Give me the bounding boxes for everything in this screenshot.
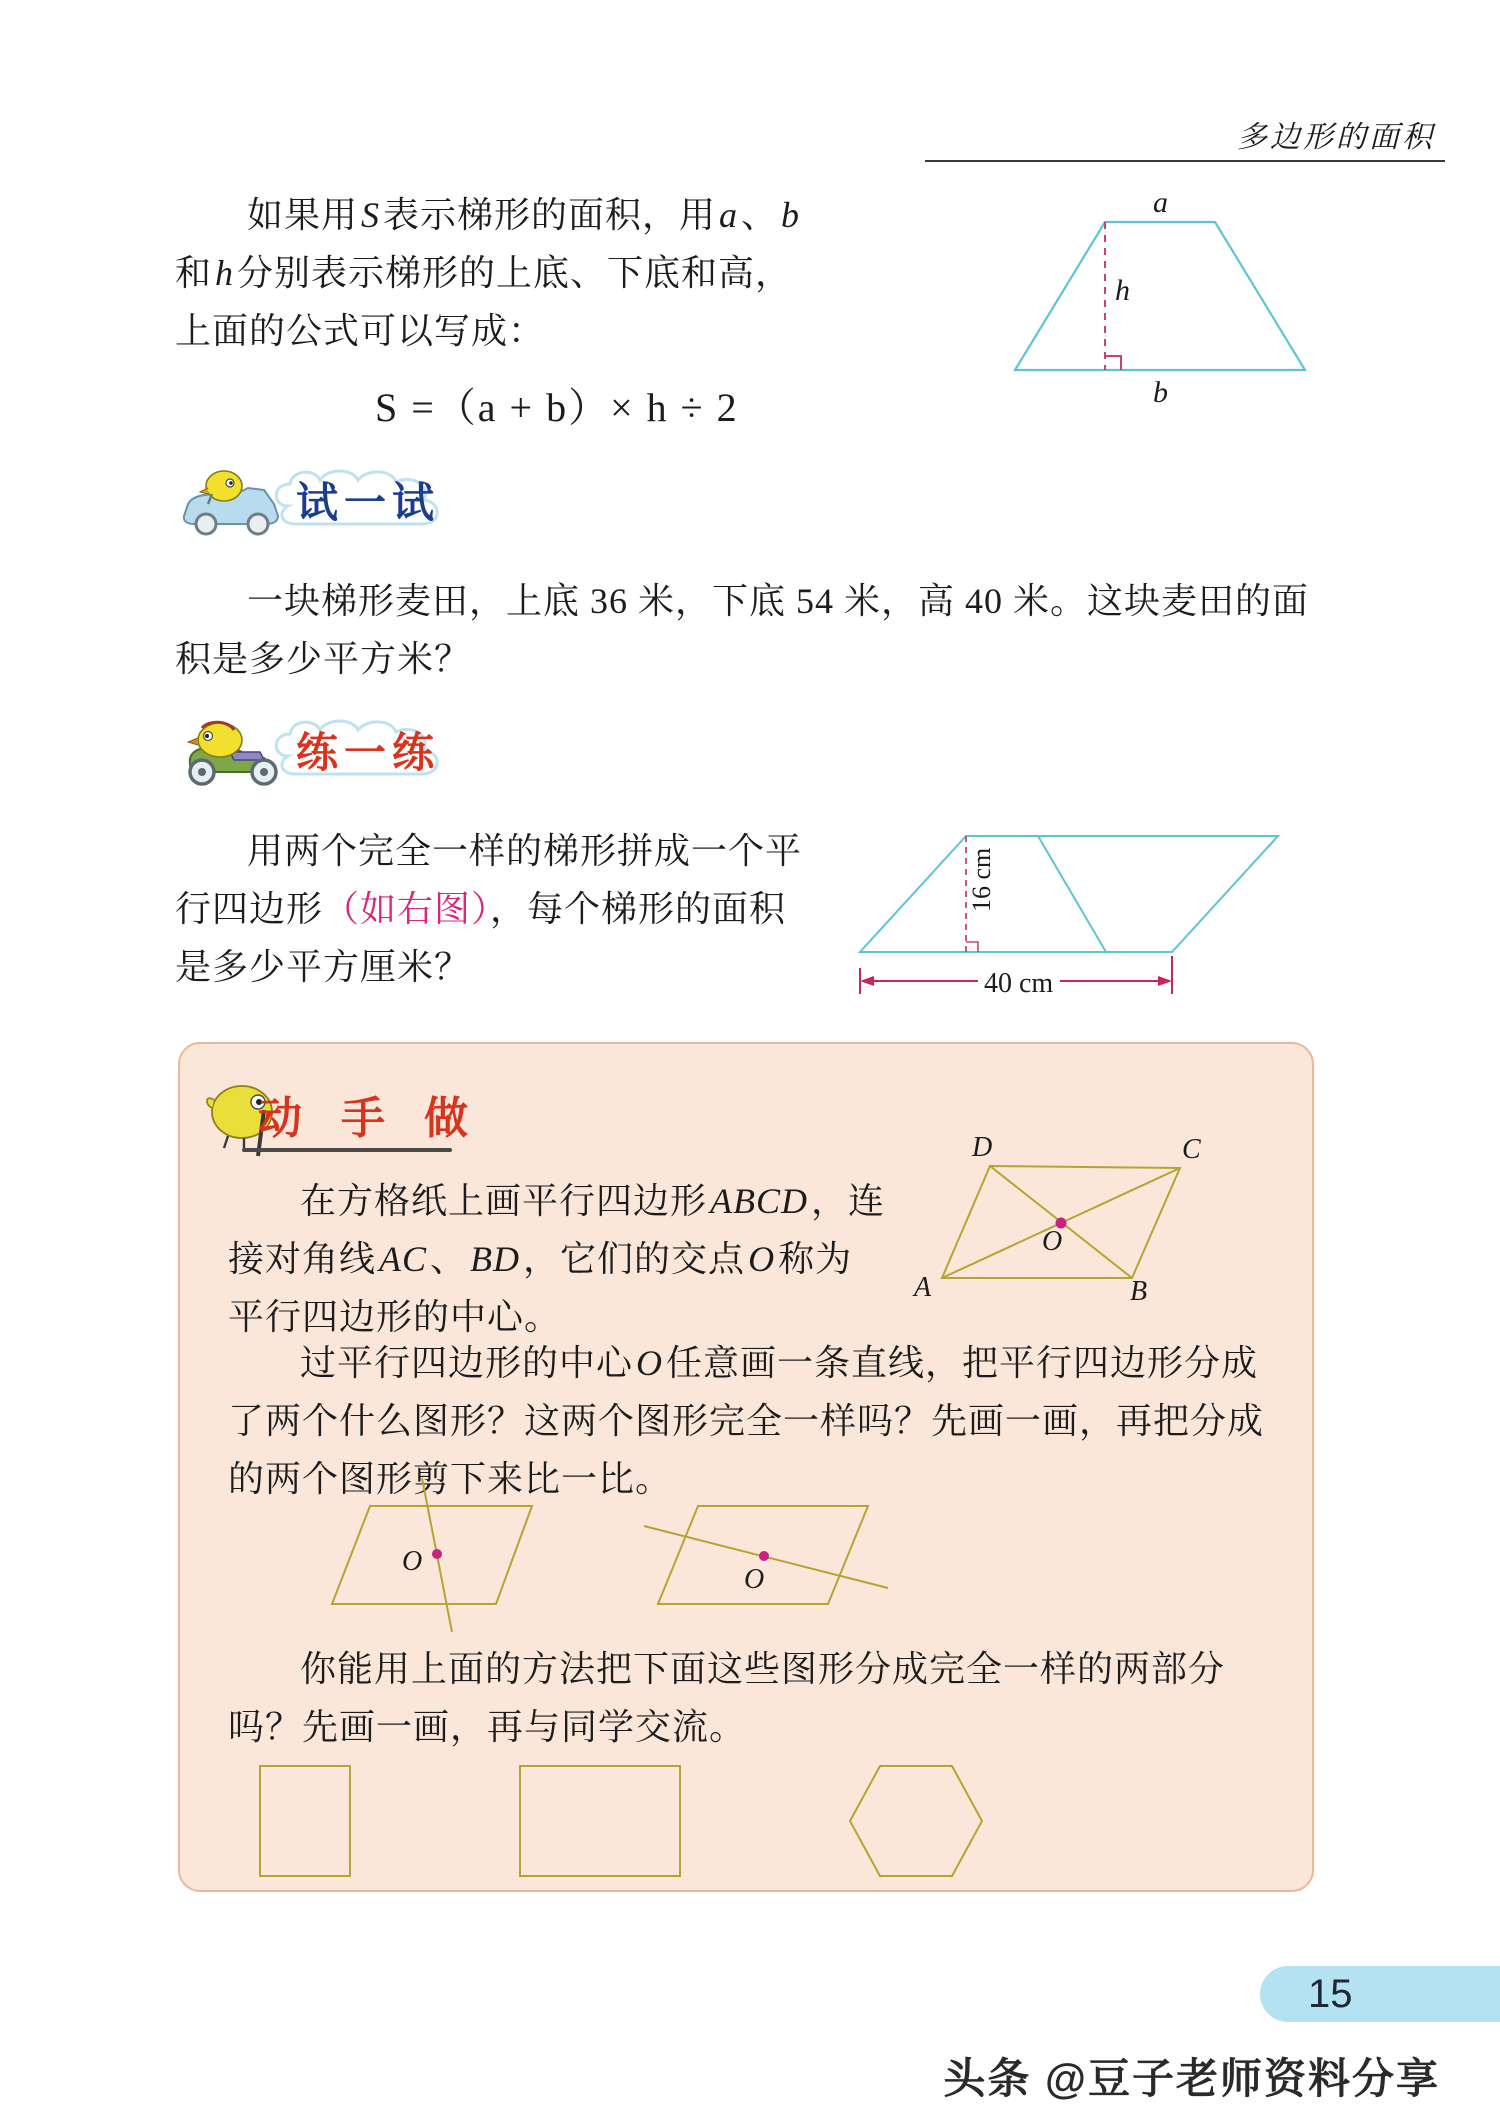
var-S: S [361,195,381,235]
act-p2-text1: 过平行四边形的中心 [300,1343,634,1383]
chick-on-motorcycle-icon [176,718,291,788]
right-angle-mark-icon [1105,356,1121,370]
try-text-line2: 的面积是多少平方米？ [175,581,1310,679]
activity-box [178,1042,1314,1892]
split-left-center-label: O [402,1546,423,1577]
act-p2-text4: 的两个图形剪下来比一比。 [228,1459,673,1499]
shape-wide-rectangle [520,1766,680,1876]
activity-paragraph-1 [228,1172,888,1346]
label-o-2: O [636,1343,664,1383]
intro-text-5: 公式可以写成： [286,311,546,351]
trapezoid-divider-line [1038,836,1106,952]
arrowhead-left-icon [860,976,874,986]
practice-section-banner [178,712,598,792]
chick-in-car-icon [178,470,288,536]
label-bd: BD [470,1239,521,1279]
act-p1-text2: ，连 [811,1181,886,1221]
act-p1-sep: 、 [430,1239,468,1279]
base-label-40cm: 40 cm [984,968,1054,999]
trapezoid-figure [975,186,1335,410]
act-p2-text3: 了两个什么图形？这两个图形完全一样吗？先画一画，再把分成 [228,1401,1265,1441]
trapezoid-label-a: a [1153,186,1168,219]
intro-sep-1: 、 [741,195,779,235]
practice-parallelogram-figure [838,800,1298,1000]
intro-text-2: 表示梯形的面积，用 [383,195,717,235]
act-p1-text3: 接对角线 [228,1239,377,1279]
act-p1-text1: 在方格纸上画平行四边形 [300,1181,708,1221]
practice-text-highlight: （如右图） [323,889,491,929]
bottom-shapes-row [240,1760,1250,1880]
try-section-text [175,572,1315,688]
split-right-center-label: O [744,1564,765,1595]
parallelogram-outline [860,836,1278,952]
abcd-vertex-a: A [914,1272,932,1303]
intro-text-4: 分别表示梯形的上底、下底和高，上面的 [175,253,793,351]
shape-tall-rectangle [260,1766,350,1876]
split-figure-left [320,1484,620,1634]
label-o-1: O [748,1239,776,1279]
label-abcd: ABCD [710,1181,809,1221]
practice-section-label: 练一练 [296,731,441,777]
practice-text-line1: 用两个完全一样的梯形拼成一 [247,831,729,871]
var-a: a [719,195,739,235]
split-left-center-dot [432,1549,442,1559]
var-b: b [781,195,801,235]
abcd-vertex-b: B [1130,1276,1148,1307]
act-p3-text2: 吗？先画一画，再与同学交流。 [228,1707,747,1747]
act-p3-text1: 你能用上面的方法把下面这些图形分成完全一样的两部分 [300,1649,1226,1689]
abcd-center-label: O [1042,1226,1063,1257]
try-text-line1: 一块梯形麦田，上底 36 米，下底 54 米，高 40 米。这块麦田 [247,581,1236,621]
split-figure-right [640,1484,950,1634]
abcd-parallelogram-figure [880,1126,1220,1306]
act-p2-text2: 任意画一条直线，把平行四边形分成 [666,1343,1259,1383]
arrowhead-right-icon [1158,976,1172,986]
try-section-banner [178,462,598,542]
practice-text-line2a: 个平行四边形 [175,831,803,929]
trapezoid-label-b: b [1153,376,1168,409]
intro-text-1: 如果用 [247,195,359,235]
running-head-rule [925,160,1445,162]
label-ac: AC [379,1239,428,1279]
activity-title-underline [242,1148,452,1152]
activity-paragraph-3 [228,1640,1288,1756]
shape-hexagon [850,1766,982,1876]
page-number-pill [1260,1966,1500,2022]
running-head [925,112,1445,162]
abcd-vertex-c: C [1182,1134,1201,1165]
try-section-label: 试一试 [296,481,441,527]
running-head-title: 多边形的面积 [1237,121,1435,154]
trapezoid-label-h: h [1115,274,1130,307]
split-left-outline [332,1506,532,1604]
intro-paragraph [175,186,815,360]
act-p1-text5: 称为 [778,1239,853,1279]
footer-watermark: 头条 @豆子老师资料分享 [943,2055,1440,2102]
act-p1-text6: 平行四边形的中心。 [228,1297,562,1337]
activity-paragraph-2 [228,1334,1288,1508]
height-label-16cm: 16 cm [967,847,996,912]
abcd-vertex-d: D [972,1132,993,1163]
split-right-center-dot [759,1551,769,1561]
practice-text-line3: 的面积是多少平方厘米？ [175,889,787,987]
act-p1-text4: ，它们的交点 [523,1239,746,1279]
page-number: 15 [1308,1972,1353,2016]
trapezoid-area-formula: S =（a + b）× h ÷ 2 [375,385,739,430]
trapezoid-outline [1015,222,1305,370]
intro-text-3: 和 [175,253,213,293]
practice-section-text [175,822,815,996]
right-angle-mark-icon [966,942,978,952]
var-h: h [215,253,235,293]
activity-section-label: 动 手 做 [258,1094,482,1143]
practice-text-line2b: ，每个梯形 [490,889,676,929]
